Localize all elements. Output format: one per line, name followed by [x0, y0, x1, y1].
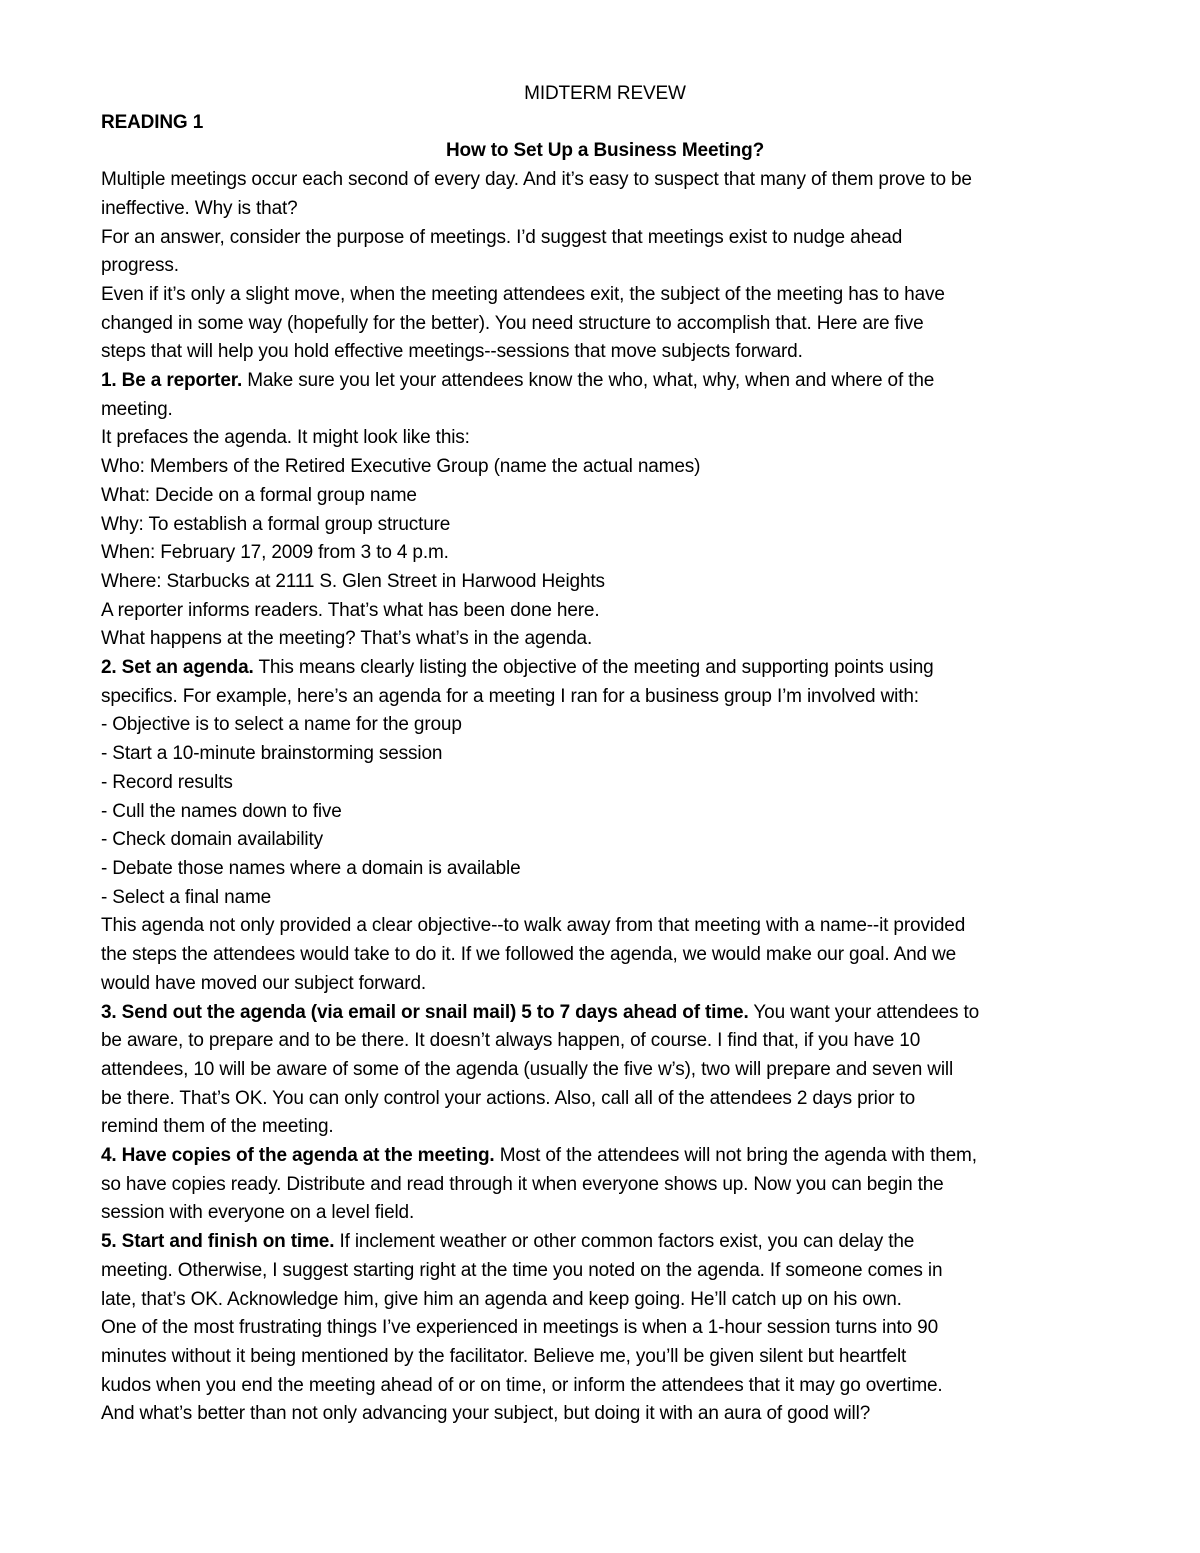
- text-line: [101, 281, 1121, 310]
- line-text: minutes without it being mentioned by the facilitator. Believe me, you’ll be given silent but heartfelt: [101, 1345, 907, 1367]
- text-line: [101, 310, 1121, 339]
- line-text: A reporter informs readers. That’s what has been done here.: [101, 599, 600, 621]
- line-text: - Objective is to select a name for the group: [101, 714, 462, 736]
- step-heading: 3. Send out the agenda (via email or snail mail) 5 to 7 days ahead of time.: [101, 1001, 749, 1023]
- line-text: Most of the attendees will not bring the agenda with them,: [494, 1145, 977, 1167]
- line-text: - Check domain availability: [101, 829, 323, 851]
- text-line: [101, 224, 1121, 253]
- line-text: so have copies ready. Distribute and read through it when everyone shows up. Now you can begin the: [101, 1173, 944, 1195]
- text-line: [101, 1343, 1121, 1372]
- line-text: One of the most frustrating things I’ve experienced in meetings is when a 1-hour session turns into 90: [101, 1317, 938, 1339]
- text-line: [101, 166, 1121, 195]
- text-line: [101, 597, 1121, 626]
- text-line: [101, 740, 1121, 769]
- line-text: steps that will help you hold effective meetings--sessions that move subjects forward.: [101, 341, 803, 363]
- text-line: [101, 1228, 1121, 1257]
- line-text: And what’s better than not only advancing your subject, but doing it with an aura of good will?: [101, 1403, 871, 1425]
- line-text: would have moved our subject forward.: [101, 972, 427, 994]
- step-heading: 2. Set an agenda.: [101, 657, 254, 679]
- line-text: late, that’s OK. Acknowledge him, give him an agenda and keep going. He’ll catch up on his own.: [101, 1288, 902, 1310]
- text-line: [101, 539, 1121, 568]
- section-heading: READING 1: [101, 111, 204, 133]
- text-line: [101, 1314, 1121, 1343]
- step-heading: 5. Start and finish on time.: [101, 1231, 335, 1253]
- line-text: attendees, 10 will be aware of some of the agenda (usually the five w’s), two will prepare and seven will: [101, 1058, 954, 1080]
- line-text: specifics. For example, here’s an agenda for a meeting I ran for a business group I’m involved with:: [101, 685, 919, 707]
- step-heading: 4. Have copies of the agenda at the meeting.: [101, 1145, 495, 1167]
- text-line: [101, 338, 1121, 367]
- text-line: [101, 912, 1121, 941]
- line-text: Make sure you let your attendees know the who, what, why, when and where of the: [242, 370, 935, 392]
- step-heading: 1. Be a reporter.: [101, 370, 243, 392]
- line-text: Even if it’s only a slight move, when the meeting attendees exit, the subject of the meeting has to have: [101, 283, 945, 305]
- text-line: [101, 1113, 1121, 1142]
- line-text: - Record results: [101, 771, 233, 793]
- text-line: [101, 568, 1121, 597]
- text-line: [101, 511, 1121, 540]
- text-line: [101, 654, 1121, 683]
- text-line: [101, 884, 1121, 913]
- text-line: [101, 1142, 1121, 1171]
- text-line: [101, 1199, 1121, 1228]
- line-text: session with everyone on a level field.: [101, 1202, 415, 1224]
- line-text: meeting. Otherwise, I suggest starting right at the time you noted on the agenda. If someone comes in: [101, 1259, 943, 1281]
- line-text: - Debate those names where a domain is available: [101, 857, 521, 879]
- text-line: [101, 999, 1121, 1028]
- text-line: [101, 683, 1121, 712]
- text-line: [101, 769, 1121, 798]
- text-line: [101, 453, 1121, 482]
- text-line: [101, 1056, 1121, 1085]
- page-title: MIDTERM REVEW: [524, 83, 686, 104]
- line-text: Multiple meetings occur each second of every day. And it’s easy to suspect that many of them prove to be: [101, 169, 972, 191]
- text-line: [101, 855, 1121, 884]
- text-line: [101, 826, 1121, 855]
- text-line: [101, 396, 1121, 425]
- line-text: kudos when you end the meeting ahead of or on time, or inform the attendees that it may go overtime.: [101, 1374, 943, 1396]
- article-title: How to Set Up a Business Meeting?: [445, 140, 765, 162]
- line-text: be aware, to prepare and to be there. It doesn’t always happen, of course. I find that, if you have 10: [101, 1030, 921, 1052]
- line-text: changed in some way (hopefully for the better). You need structure to accomplish that. Here are five: [101, 312, 924, 334]
- text-line: [101, 482, 1121, 511]
- line-text: What happens at the meeting? That’s what’s in the agenda.: [101, 628, 593, 650]
- line-text: remind them of the meeting.: [101, 1116, 334, 1138]
- line-text: If inclement weather or other common factors exist, you can delay the: [334, 1231, 915, 1253]
- text-line: [101, 252, 1121, 281]
- text-line: [101, 1171, 1121, 1200]
- text-line: [101, 711, 1121, 740]
- line-text: This means clearly listing the objective of the meeting and supporting points using: [253, 657, 934, 679]
- text-line: [101, 424, 1121, 453]
- line-text: This agenda not only provided a clear objective--to walk away from that meeting with a name--it provided: [101, 915, 966, 937]
- text-line: [101, 941, 1121, 970]
- line-text: progress.: [101, 255, 179, 277]
- line-text: - Cull the names down to five: [101, 800, 342, 822]
- text-line: [101, 1085, 1121, 1114]
- article-text: [101, 166, 1121, 1429]
- text-line: [101, 195, 1121, 224]
- text-line: [101, 798, 1121, 827]
- line-text: Who: Members of the Retired Executive Group (name the actual names): [101, 456, 701, 478]
- line-text: It prefaces the agenda. It might look like this:: [101, 427, 470, 449]
- line-text: Where: Starbucks at 2111 S. Glen Street in Harwood Heights: [101, 570, 605, 592]
- text-line: [101, 1257, 1121, 1286]
- text-line: [101, 625, 1121, 654]
- line-text: be there. That’s OK. You can only control your actions. Also, call all of the attendees 2 days prior to: [101, 1087, 916, 1109]
- text-line: [101, 970, 1121, 999]
- document-body: [101, 80, 1121, 1429]
- line-text: For an answer, consider the purpose of meetings. I’d suggest that meetings exist to nudge ahead: [101, 226, 903, 248]
- line-text: What: Decide on a formal group name: [101, 484, 417, 506]
- line-text: the steps the attendees would take to do it. If we followed the agenda, we would make our goal. And we: [101, 944, 957, 966]
- line-text: - Start a 10-minute brainstorming session: [101, 743, 443, 765]
- text-line: [101, 1372, 1121, 1401]
- text-line: [101, 367, 1121, 396]
- line-text: ineffective. Why is that?: [101, 197, 298, 219]
- line-text: You want your attendees to: [748, 1001, 980, 1023]
- line-text: meeting.: [101, 398, 173, 420]
- text-line: [101, 1400, 1121, 1429]
- line-text: - Select a final name: [101, 886, 272, 908]
- text-line: [101, 1027, 1121, 1056]
- line-text: Why: To establish a formal group structure: [101, 513, 451, 535]
- line-text: When: February 17, 2009 from 3 to 4 p.m.: [101, 542, 449, 564]
- text-line: [101, 1286, 1121, 1315]
